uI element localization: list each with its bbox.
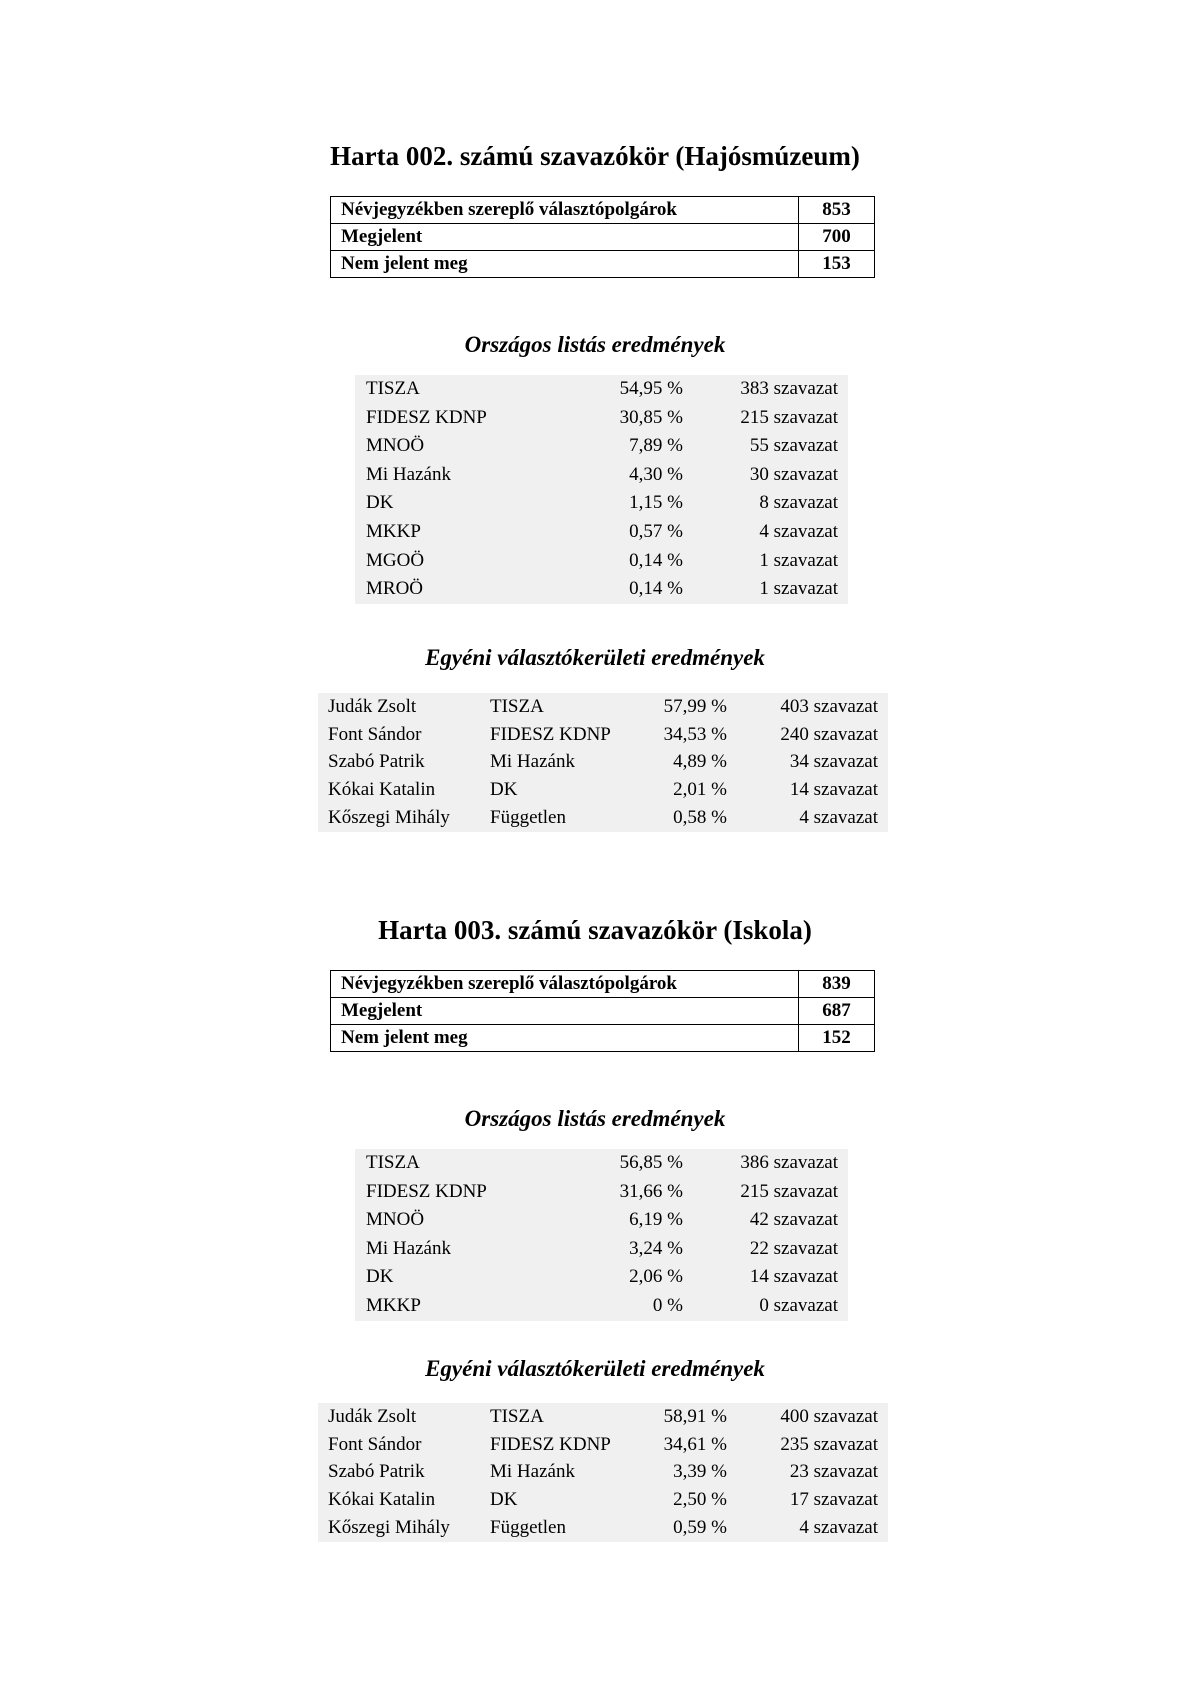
national-row: [355, 575, 848, 604]
candidate-percent: 0,59 %: [673, 1516, 727, 1538]
candidate-party: DK: [490, 1489, 518, 1511]
national-row: [355, 461, 848, 490]
party-percent: 4,30 %: [629, 463, 683, 485]
turnout-label: Megjelent: [331, 224, 799, 251]
party-percent: 56,85 %: [619, 1152, 683, 1173]
national-row: [355, 375, 848, 404]
party-name: FIDESZ KDNP: [366, 1180, 487, 1202]
candidate-party: Mi Hazánk: [490, 1461, 575, 1483]
district-title: Harta 003. számú szavazókör (Iskola): [378, 915, 812, 945]
party-name: FIDESZ KDNP: [366, 406, 487, 428]
candidate-party: DK: [490, 779, 518, 801]
candidate-name: Kókai Katalin: [328, 1489, 436, 1511]
candidate-row: [318, 721, 888, 749]
national-results-title: Országos listás eredmények: [464, 332, 726, 357]
party-percent: 1,15 %: [629, 492, 683, 514]
national-results-title: Országos listás eredmények: [464, 1106, 726, 1131]
party-votes: 55 szavazat: [749, 435, 838, 457]
candidate-votes: 14 szavazat: [789, 779, 878, 801]
national-row: [355, 432, 848, 461]
party-votes: 30 szavazat: [749, 463, 838, 485]
party-percent: 7,89 %: [629, 435, 683, 457]
party-name: MKKP: [366, 520, 421, 542]
national-row: [355, 1206, 848, 1235]
individual-results-title: Egyéni választókerületi eredmények: [425, 1356, 765, 1381]
turnout-row: [331, 1025, 875, 1052]
district-section: [0, 910, 1190, 1538]
candidate-row: [318, 748, 888, 776]
candidate-votes: 403 szavazat: [780, 696, 878, 717]
turnout-row: [331, 197, 875, 224]
party-votes: 215 szavazat: [740, 406, 838, 428]
party-percent: 6,19 %: [629, 1209, 683, 1231]
candidate-party: Mi Hazánk: [490, 751, 575, 773]
party-percent: 0,14 %: [629, 549, 683, 571]
candidate-votes: 400 szavazat: [780, 1406, 878, 1427]
turnout-table: [330, 970, 875, 1052]
candidate-votes: 23 szavazat: [789, 1461, 878, 1483]
party-votes: 215 szavazat: [740, 1180, 838, 1202]
candidate-row: [318, 1514, 888, 1542]
party-percent: 0,57 %: [629, 520, 683, 542]
party-votes: 1 szavazat: [759, 549, 838, 571]
candidate-name: Kőszegi Mihály: [328, 806, 450, 828]
candidate-party: Független: [490, 806, 566, 828]
turnout-label: Nem jelent meg: [331, 251, 799, 278]
party-votes: 383 szavazat: [740, 378, 838, 399]
candidate-votes: 235 szavazat: [780, 1433, 878, 1455]
candidate-percent: 3,39 %: [673, 1461, 727, 1483]
turnout-label: Névjegyzékben szereplő választópolgárok: [331, 971, 799, 998]
party-percent: 0,14 %: [629, 578, 683, 600]
party-votes: 386 szavazat: [740, 1152, 838, 1173]
candidate-percent: 58,91 %: [663, 1406, 727, 1427]
turnout-value: 687: [799, 998, 875, 1025]
individual-results-title: Egyéni választókerületi eredmények: [425, 645, 765, 670]
party-name: TISZA: [366, 1152, 420, 1173]
party-percent: 31,66 %: [619, 1180, 683, 1202]
candidate-votes: 4 szavazat: [799, 806, 878, 828]
candidate-percent: 57,99 %: [663, 696, 727, 717]
turnout-row: [331, 224, 875, 251]
candidate-votes: 34 szavazat: [789, 751, 878, 773]
party-votes: 22 szavazat: [749, 1237, 838, 1259]
party-name: Mi Hazánk: [366, 463, 451, 485]
turnout-value: 153: [799, 251, 875, 278]
national-row: [355, 1292, 848, 1321]
national-results-table: [355, 375, 848, 604]
candidate-votes: 17 szavazat: [789, 1489, 878, 1511]
candidate-row: [318, 693, 888, 721]
party-votes: 4 szavazat: [759, 520, 838, 542]
district-section: [0, 136, 1190, 828]
turnout-label: Megjelent: [331, 998, 799, 1025]
candidate-votes: 4 szavazat: [799, 1516, 878, 1538]
candidate-percent: 4,89 %: [673, 751, 727, 773]
turnout-value: 853: [799, 197, 875, 224]
candidate-name: Judák Zsolt: [328, 1406, 417, 1427]
turnout-label: Névjegyzékben szereplő választópolgárok: [331, 197, 799, 224]
candidate-row: [318, 1486, 888, 1514]
candidate-party: Független: [490, 1516, 566, 1538]
party-votes: 8 szavazat: [759, 492, 838, 514]
candidate-party: FIDESZ KDNP: [490, 723, 611, 745]
candidate-row: [318, 776, 888, 804]
candidate-percent: 2,01 %: [673, 779, 727, 801]
candidate-name: Szabó Patrik: [328, 1461, 425, 1483]
national-row: [355, 1149, 848, 1178]
turnout-row: [331, 971, 875, 998]
candidate-name: Font Sándor: [328, 1433, 422, 1455]
turnout-table: [330, 196, 875, 278]
party-name: Mi Hazánk: [366, 1237, 451, 1259]
party-votes: 14 szavazat: [749, 1266, 838, 1288]
turnout-value: 152: [799, 1025, 875, 1052]
candidate-votes: 240 szavazat: [780, 723, 878, 745]
candidate-name: Szabó Patrik: [328, 751, 425, 773]
national-results-table: [355, 1149, 848, 1321]
party-name: MGOÖ: [366, 549, 425, 571]
party-percent: 3,24 %: [629, 1237, 683, 1259]
national-row: [355, 1235, 848, 1264]
candidate-row: [318, 804, 888, 832]
party-name: MROÖ: [366, 578, 424, 600]
turnout-value: 700: [799, 224, 875, 251]
party-name: MKKP: [366, 1294, 421, 1316]
party-votes: 0 szavazat: [759, 1294, 838, 1316]
national-row: [355, 404, 848, 433]
national-row: [355, 489, 848, 518]
candidate-percent: 34,53 %: [663, 723, 727, 745]
candidate-name: Font Sándor: [328, 723, 422, 745]
candidate-party: TISZA: [490, 1406, 544, 1427]
party-name: DK: [366, 1266, 394, 1288]
candidate-row: [318, 1431, 888, 1459]
party-name: DK: [366, 492, 394, 514]
national-row: [355, 547, 848, 576]
candidate-row: [318, 1458, 888, 1486]
party-name: TISZA: [366, 378, 420, 399]
candidate-name: Kőszegi Mihály: [328, 1516, 450, 1538]
candidate-party: FIDESZ KDNP: [490, 1433, 611, 1455]
party-votes: 42 szavazat: [749, 1209, 838, 1231]
turnout-row: [331, 251, 875, 278]
candidate-name: Kókai Katalin: [328, 779, 436, 801]
national-row: [355, 1178, 848, 1207]
turnout-label: Nem jelent meg: [331, 1025, 799, 1052]
party-name: MNOÖ: [366, 435, 425, 457]
party-votes: 1 szavazat: [759, 578, 838, 600]
party-name: MNOÖ: [366, 1209, 425, 1231]
party-percent: 2,06 %: [629, 1266, 683, 1288]
individual-results-table: [318, 1403, 888, 1542]
district-title: Harta 002. számú szavazókör (Hajósmúzeum): [330, 141, 860, 171]
national-row: [355, 1263, 848, 1292]
party-percent: 0 %: [652, 1294, 683, 1316]
candidate-percent: 2,50 %: [673, 1489, 727, 1511]
candidate-party: TISZA: [490, 696, 544, 717]
turnout-value: 839: [799, 971, 875, 998]
party-percent: 30,85 %: [619, 406, 683, 428]
candidate-percent: 34,61 %: [663, 1433, 727, 1455]
candidate-percent: 0,58 %: [673, 806, 727, 828]
candidate-name: Judák Zsolt: [328, 696, 417, 717]
candidate-row: [318, 1403, 888, 1431]
turnout-row: [331, 998, 875, 1025]
national-row: [355, 518, 848, 547]
individual-results-table: [318, 693, 888, 832]
party-percent: 54,95 %: [619, 378, 683, 399]
